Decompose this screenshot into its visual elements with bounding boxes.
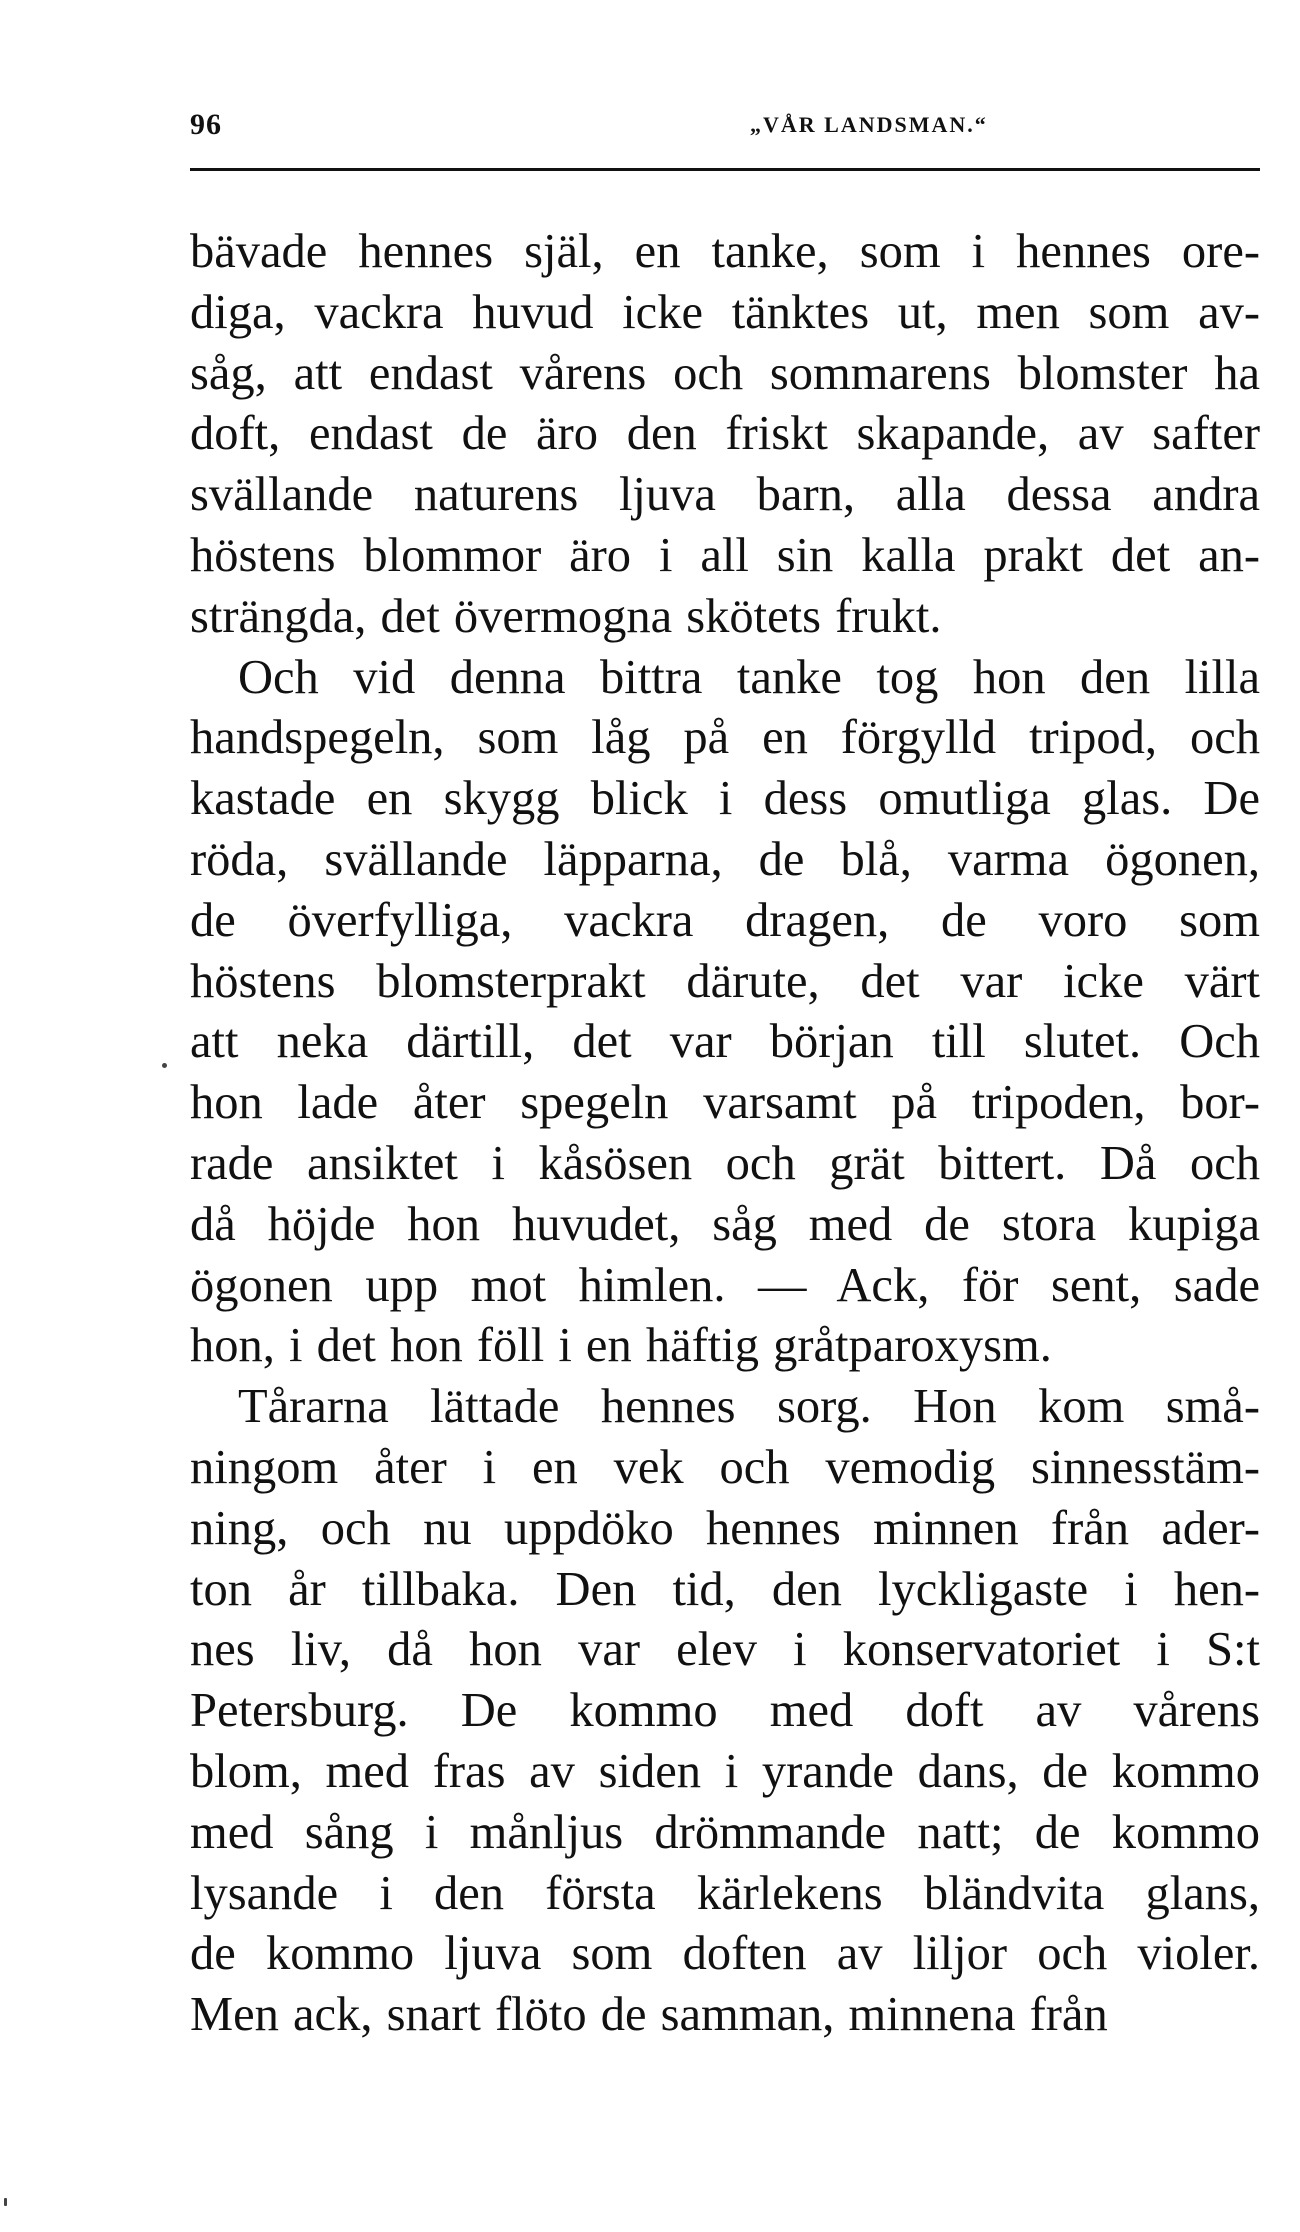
page-header bbox=[190, 100, 1260, 160]
body-text bbox=[190, 222, 1260, 2046]
text-line: såg, att endast vårens och sommarens blomster ha bbox=[190, 346, 1260, 400]
margin-speck bbox=[162, 1063, 167, 1068]
text-line: diga, vackra huvud icke tänktes ut, men som av- bbox=[190, 285, 1260, 339]
text-line: strängda, det övermogna skötets frukt. bbox=[190, 589, 942, 643]
header-rule bbox=[190, 168, 1260, 171]
paragraph bbox=[190, 648, 1260, 1378]
text-line: bävade hennes själ, en tanke, som i hennes ore- bbox=[190, 225, 1260, 278]
paragraph bbox=[190, 222, 1260, 648]
text-line: de överfylliga, vackra dragen, de voro som bbox=[190, 893, 1260, 947]
paragraph bbox=[190, 1377, 1260, 2046]
text-line: de kommo ljuva som doften av liljor och violer. bbox=[190, 1927, 1260, 1981]
text-line: hon, i det hon föll i en häftig gråtparoxysm. bbox=[190, 1319, 1052, 1373]
text-line: Och vid denna bittra tanke tog hon den lilla bbox=[238, 650, 1260, 704]
text-line: svällande naturens ljuva barn, alla dessa andra bbox=[190, 468, 1260, 522]
book-page bbox=[190, 100, 1260, 2042]
text-line: ningom åter i en vek och vemodig sinnesstäm- bbox=[190, 1440, 1260, 1494]
text-line: med sång i månljus drömmande natt; de kommo bbox=[190, 1805, 1260, 1859]
text-line: höstens blomsterprakt därute, det var icke värt bbox=[190, 954, 1260, 1008]
text-line: ögonen upp mot himlen. — Ack, för sent, sade bbox=[190, 1258, 1260, 1312]
text-line: att neka därtill, det var början till slutet. Och bbox=[190, 1015, 1260, 1069]
text-line: Tårarna lättade hennes sorg. Hon kom små- bbox=[238, 1380, 1260, 1434]
text-line: handspegeln, som låg på en förgylld tripod, och bbox=[190, 711, 1260, 765]
text-line: nes liv, då hon var elev i konservatoriet i S:t bbox=[190, 1623, 1260, 1677]
text-line: lysande i den första kärlekens bländvita glans, bbox=[190, 1866, 1260, 1920]
text-line: doft, endast de äro den friskt skapande, av safter bbox=[190, 407, 1260, 461]
text-line: hon lade åter spegeln varsamt på tripoden, bor- bbox=[190, 1076, 1260, 1130]
text-line: rade ansiktet i kåsösen och grät bittert. Då och bbox=[190, 1136, 1260, 1190]
text-line: Men ack, snart flöto de samman, minnena från bbox=[190, 1988, 1108, 2042]
text-line: Petersburg. De kommo med doft av vårens bbox=[190, 1684, 1260, 1738]
text-line: röda, svällande läpparna, de blå, varma ögonen, bbox=[190, 832, 1260, 886]
text-line: höstens blommor äro i all sin kalla prakt det an- bbox=[190, 528, 1260, 582]
text-line: ton år tillbaka. Den tid, den lyckligaste i hen- bbox=[190, 1562, 1260, 1616]
running-title: „VÅR LANDSMAN.“ bbox=[750, 112, 988, 137]
page-number: 96 bbox=[190, 108, 222, 141]
text-line: då höjde hon huvudet, såg med de stora kupiga bbox=[190, 1197, 1260, 1251]
text-line: blom, med fras av siden i yrande dans, de kommo bbox=[190, 1744, 1260, 1798]
text-line: ning, och nu uppdöko hennes minnen från ader- bbox=[190, 1501, 1260, 1555]
text-line: kastade en skygg blick i dess omutliga glas. De bbox=[190, 772, 1260, 826]
margin-speck bbox=[4, 2198, 7, 2206]
